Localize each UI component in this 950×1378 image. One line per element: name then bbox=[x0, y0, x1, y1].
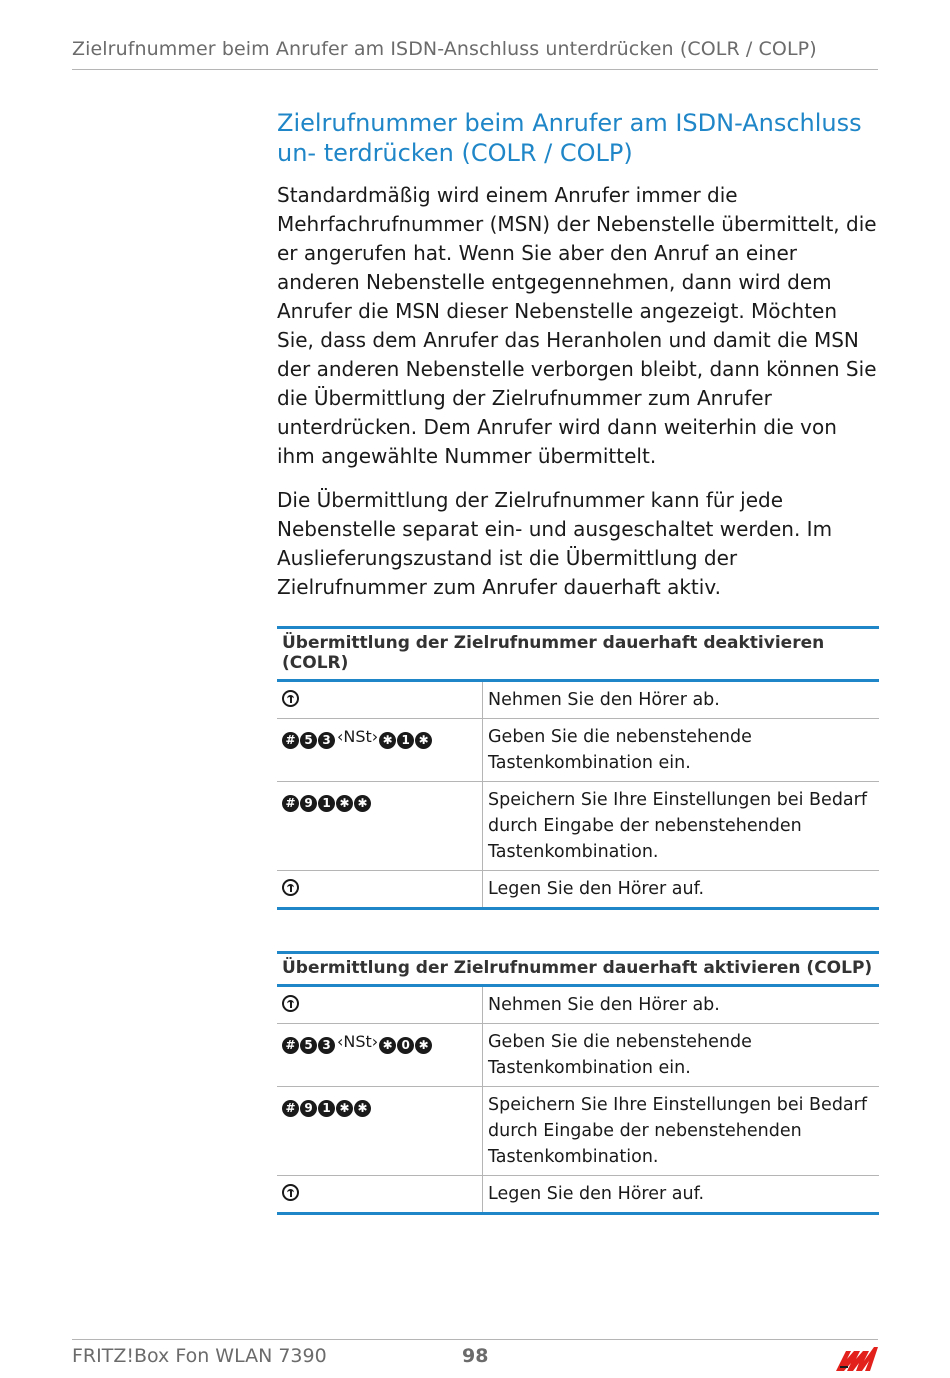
table-row bbox=[277, 681, 879, 719]
star-key-icon: ✱ bbox=[379, 732, 396, 749]
instruction-text: Legen Sie den Hörer auf. bbox=[483, 871, 880, 909]
instruction-text: Legen Sie den Hörer auf. bbox=[483, 1176, 880, 1214]
instruction-text: Nehmen Sie den Hörer ab. bbox=[483, 681, 880, 719]
instruction-text: Speichern Sie Ihre Einstellungen bei Bedarf durch Eingabe der nebenstehenden Tastenkombination. bbox=[483, 1087, 880, 1176]
section-title: Zielrufnummer beim Anrufer am ISDN-Anschluss un- terdrücken (COLR / COLP) bbox=[277, 109, 862, 167]
star-key-icon: ✱ bbox=[415, 1037, 432, 1054]
footer-rule bbox=[72, 1339, 878, 1340]
page-number: 98 bbox=[462, 1345, 489, 1367]
key-sequence bbox=[277, 1087, 483, 1176]
star-key-icon: ✱ bbox=[379, 1037, 396, 1054]
star-key-icon: ✱ bbox=[354, 795, 371, 812]
handset-icon bbox=[282, 995, 299, 1012]
table-row bbox=[277, 1024, 879, 1087]
hash-key-icon: # bbox=[282, 732, 299, 749]
digit-key-icon: 9 bbox=[300, 1100, 317, 1117]
key-sequence bbox=[277, 1024, 483, 1087]
instruction-text: Nehmen Sie den Hörer ab. bbox=[483, 986, 880, 1024]
paragraph-default-state: Die Übermittlung der Zielrufnummer kann für jede Nebenstelle separat ein- und ausgeschaltet werden. Im Auslieferungszustand ist die Übermittlung der Zielrufnummer zum Anrufer dauerhaft aktiv. bbox=[277, 488, 833, 599]
table-header: Übermittlung der Zielrufnummer dauerhaft deaktivieren (COLR) bbox=[277, 628, 879, 681]
hash-key-icon: # bbox=[282, 1037, 299, 1054]
table-row bbox=[277, 1087, 879, 1176]
key-sequence bbox=[277, 681, 483, 719]
table-header: Übermittlung der Zielrufnummer dauerhaft aktivieren (COLP) bbox=[277, 953, 879, 986]
main-content bbox=[277, 108, 879, 1215]
table-row bbox=[277, 782, 879, 871]
digit-key-icon: 5 bbox=[300, 732, 317, 749]
paragraph-intro: Standardmäßig wird einem Anrufer immer die Mehrfachrufnummer (MSN) der Nebenstelle übermittelt, die er angerufen hat. Wenn Sie aber den Anruf an einer anderen Nebenstelle entgegennehmen, dann wird dem Anrufer die MSN dieser Nebenstelle angezeigt. Möchten Sie, dass dem Anrufer das Heranholen und damit die MSN der anderen Nebenstelle verborgen bleibt, dann können Sie die Übermittlung der Zielrufnummer zum Anrufer unterdrücken. Dem Anrufer wird dann weiterhin die von ihm angewählte Nummer übermittelt. bbox=[277, 183, 877, 468]
handset-icon bbox=[282, 879, 299, 896]
extension-placeholder: ‹NSt› bbox=[337, 727, 379, 746]
digit-key-icon: 1 bbox=[397, 732, 414, 749]
instruction-text: Speichern Sie Ihre Einstellungen bei Bedarf durch Eingabe der nebenstehenden Tastenkombination. bbox=[483, 782, 880, 871]
star-key-icon: ✱ bbox=[336, 795, 353, 812]
star-key-icon: ✱ bbox=[354, 1100, 371, 1117]
digit-key-icon: 1 bbox=[318, 795, 335, 812]
colr-steps-table bbox=[277, 626, 879, 910]
key-sequence bbox=[277, 871, 483, 909]
hash-key-icon: # bbox=[282, 795, 299, 812]
key-sequence bbox=[277, 986, 483, 1024]
key-sequence bbox=[277, 1176, 483, 1214]
handset-icon bbox=[282, 1184, 299, 1201]
running-head: Zielrufnummer beim Anrufer am ISDN-Anschluss unterdrücken (COLR / COLP) bbox=[72, 38, 817, 60]
table-row bbox=[277, 871, 879, 909]
star-key-icon: ✱ bbox=[415, 732, 432, 749]
digit-key-icon: 3 bbox=[318, 732, 335, 749]
instruction-text: Geben Sie die nebenstehende Tastenkombination ein. bbox=[483, 719, 880, 782]
colp-steps-table bbox=[277, 951, 879, 1215]
instruction-text: Geben Sie die nebenstehende Tastenkombination ein. bbox=[483, 1024, 880, 1087]
header-rule bbox=[72, 69, 878, 70]
key-sequence bbox=[277, 782, 483, 871]
table-row bbox=[277, 719, 879, 782]
star-key-icon: ✱ bbox=[336, 1100, 353, 1117]
key-sequence bbox=[277, 719, 483, 782]
digit-key-icon: 3 bbox=[318, 1037, 335, 1054]
table-row bbox=[277, 986, 879, 1024]
footer-product: FRITZ!Box Fon WLAN 7390 bbox=[72, 1345, 327, 1367]
extension-placeholder: ‹NSt› bbox=[337, 1032, 379, 1051]
table-row bbox=[277, 1176, 879, 1214]
digit-key-icon: 5 bbox=[300, 1037, 317, 1054]
hash-key-icon: # bbox=[282, 1100, 299, 1117]
digit-key-icon: 0 bbox=[397, 1037, 414, 1054]
avm-logo-icon bbox=[834, 1345, 880, 1373]
digit-key-icon: 9 bbox=[300, 795, 317, 812]
digit-key-icon: 1 bbox=[318, 1100, 335, 1117]
handset-icon bbox=[282, 690, 299, 707]
